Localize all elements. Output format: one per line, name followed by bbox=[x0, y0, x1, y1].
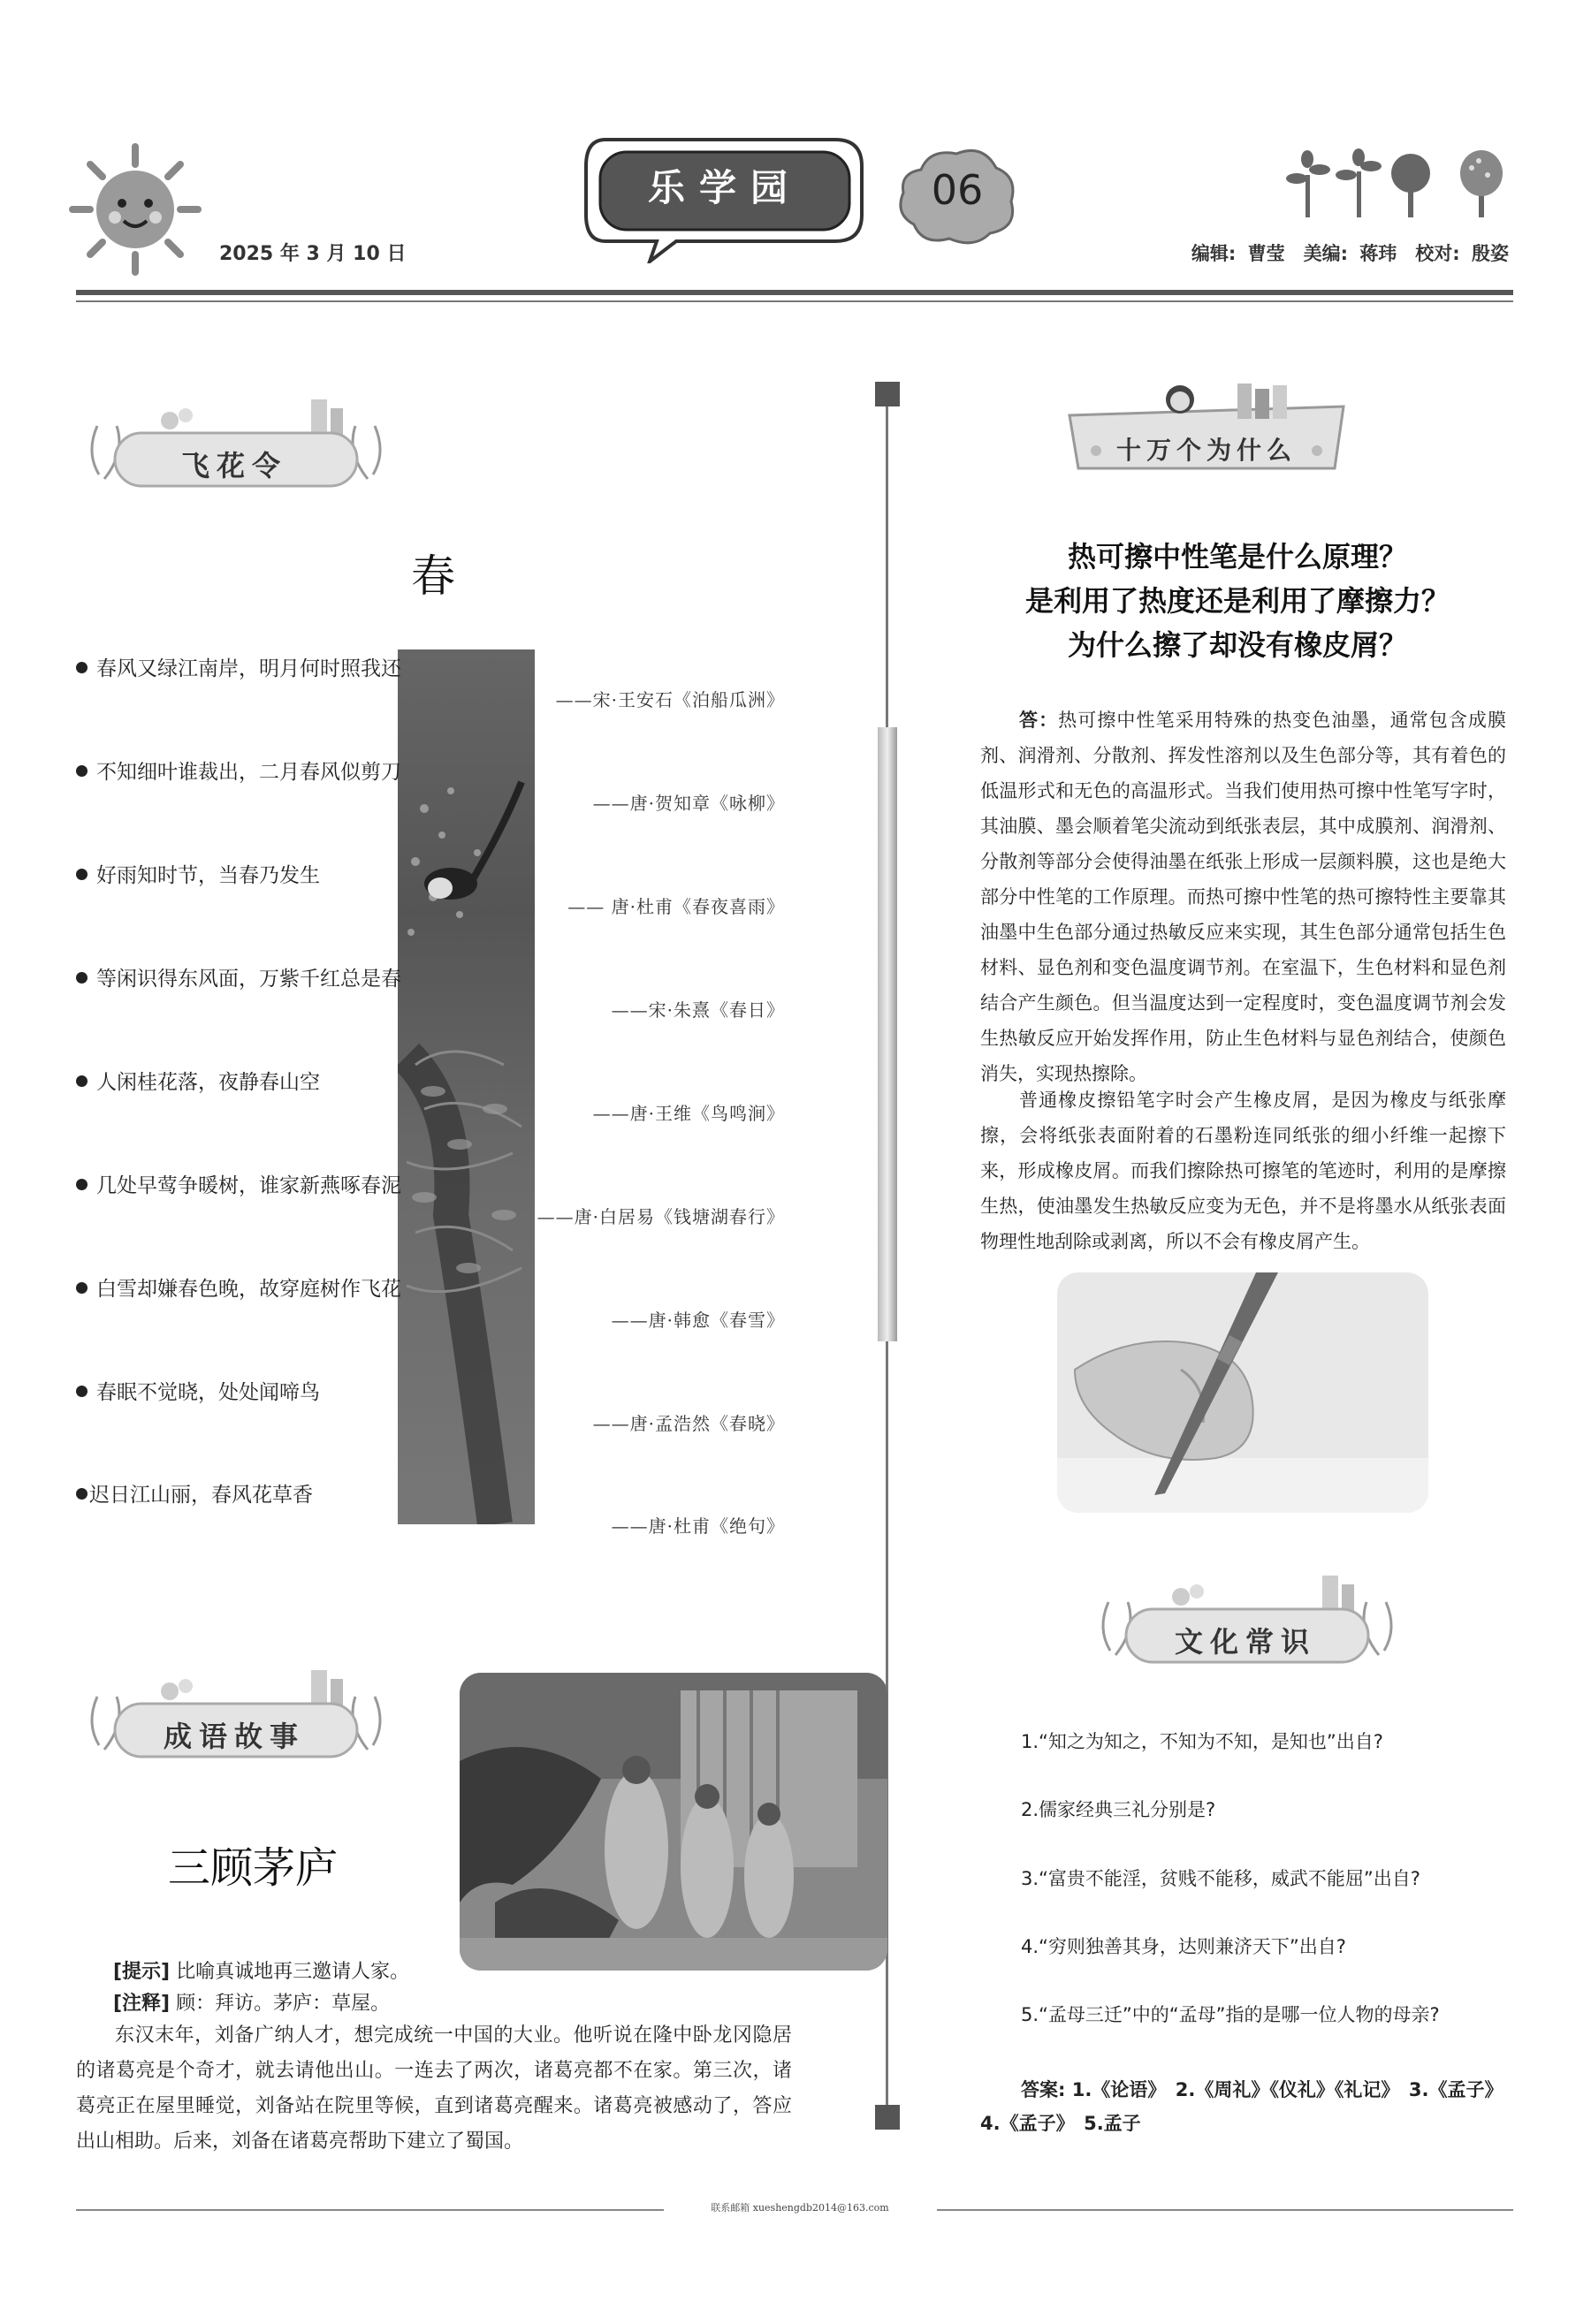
bullet-dot-icon bbox=[76, 972, 88, 984]
answer-label: 答： bbox=[1019, 710, 1059, 731]
why-answer-paragraph-2: 普通橡皮擦铅笔字时会产生橡皮屑，是因为橡皮与纸张摩擦，会将纸张表面附着的石墨粉连同纸张的细小纤维一起擦下来，形成橡皮屑。而我们擦除热可擦笔的笔迹时，利用的是摩擦生热，使油墨发生热敏反应变为无色，并不是将墨水从纸张表面物理性地刮除或剥离，所以不会有橡皮屑产生。 bbox=[980, 1090, 1506, 1252]
divider-gradient-bar bbox=[878, 727, 897, 1341]
three-visits-illustration bbox=[460, 1673, 887, 1971]
poem-text: 春眠不觉晓，处处闻啼鸟 bbox=[96, 1381, 320, 1404]
magpie-plum-painting bbox=[398, 649, 535, 1524]
bullet-dot-icon bbox=[76, 662, 88, 673]
idiom-title: 三顾茅庐 bbox=[168, 1843, 339, 1893]
poem-source: ——唐·白居易《钱塘湖春行》 bbox=[537, 1206, 785, 1227]
bullet-dot-icon bbox=[76, 1386, 88, 1397]
poem-text: 春风又绿江南岸，明月何时照我还 bbox=[96, 657, 401, 680]
issue-date: 2025 年 3 月 10 日 bbox=[219, 243, 407, 265]
bullet-dot-icon bbox=[76, 1488, 88, 1500]
poem-text: 不知细叶谁裁出，二月春风似剪刀 bbox=[96, 761, 401, 784]
tip-text: 比喻真诚地再三邀请人家。 bbox=[176, 1961, 410, 1983]
sun-mascot-icon bbox=[69, 143, 202, 276]
feihua-banner-label: 飞花令 bbox=[180, 449, 287, 482]
poem-source: ——唐·孟浩然《春晓》 bbox=[592, 1413, 785, 1434]
answer-text: 热可擦中性笔采用特殊的热变色油墨，通常包含成膜剂、润滑剂、分散剂、挥发性溶剂以及生色部分等，其有着色的低温形式和无色的高温形式。当我们使用热可擦中性笔写字时，其油膜、墨会顺着笔尖流动到纸张表层，其中成膜剂、润滑剂、分散剂等部分会使得油墨在纸张上形成一层颜料膜，这也是绝大部分中性笔的工作原理。而热可擦中性笔的热可擦特性主要靠其油墨中生色部分通过热敏反应来实现，其生色部分通常包括生色材料、显色剂和变色温度调节剂。在室温下，生色材料和显色剂结合产生颜色。但当温度达到一定程度时，变色温度调节剂会发生热敏反应开始发挥作用，防止生色材料与显色剂结合，使颜色消失，实现热擦除。 bbox=[980, 710, 1507, 1084]
divider-square-top bbox=[875, 382, 900, 406]
culture-question: 5.“孟母三迁”中的“孟母”指的是哪一位人物的母亲? bbox=[1021, 2004, 1440, 2025]
poem-line bbox=[76, 1169, 401, 1198]
poem-source: ——唐·杜甫《绝句》 bbox=[611, 1515, 785, 1537]
note-text: 顾：拜访。茅庐：草屋。 bbox=[176, 1993, 391, 2015]
footer-rule-right bbox=[937, 2209, 1513, 2211]
bullet-dot-icon bbox=[76, 869, 88, 880]
poem-line bbox=[76, 1376, 320, 1405]
poem-source: ——唐·韩愈《春雪》 bbox=[611, 1310, 785, 1331]
footer-rule-left bbox=[76, 2209, 664, 2211]
header-rule-thin bbox=[76, 300, 1513, 302]
footer-contact: 联系邮箱 xueshengdb2014@163.com bbox=[711, 2202, 889, 2214]
trees-decoration-icon bbox=[1286, 148, 1518, 219]
poem-source: ——唐·王维《鸟鸣涧》 bbox=[592, 1103, 785, 1124]
culture-answer-line: 4.《孟子》 5.孟子 bbox=[980, 2113, 1141, 2134]
poem-line bbox=[76, 756, 401, 785]
why-banner-label: 十万个为什么 bbox=[1115, 436, 1297, 465]
culture-banner-label: 文化常识 bbox=[1174, 1625, 1316, 1659]
feihua-theme-title: 春 bbox=[411, 551, 455, 602]
bullet-dot-icon bbox=[76, 1282, 88, 1294]
culture-question: 4.“穷则独善其身，达则兼济天下”出自? bbox=[1021, 1936, 1346, 1957]
idiom-banner-label: 成语故事 bbox=[163, 1720, 305, 1753]
bullet-dot-icon bbox=[76, 1179, 88, 1190]
poem-text: 好雨知时节，当春乃发生 bbox=[96, 864, 320, 887]
editor-credits: 编辑: 曹莹 美编: 蒋玮 校对: 殷姿 bbox=[1191, 243, 1509, 264]
poem-line bbox=[76, 1066, 320, 1095]
culture-question: 2.儒家经典三礼分别是? bbox=[1021, 1799, 1216, 1820]
note-label: [注释] bbox=[113, 1993, 171, 2015]
why-question-line: 是利用了热度还是利用了摩擦力？ bbox=[1024, 584, 1450, 618]
poem-line bbox=[76, 652, 401, 681]
poem-line bbox=[76, 859, 320, 888]
why-question-line: 为什么擦了却没有橡皮屑？ bbox=[1067, 628, 1407, 662]
poem-text: 几处早莺争暖树，谁家新燕啄春泥 bbox=[96, 1174, 401, 1197]
hand-writing-pen-photo bbox=[1057, 1272, 1428, 1513]
poem-text: 等闲识得东风面，万紫千红总是春 bbox=[96, 968, 401, 991]
poem-source: ——宋·朱熹《春日》 bbox=[611, 999, 785, 1021]
poem-line bbox=[76, 1478, 313, 1508]
idiom-story: 东汉末年，刘备广纳人才，想完成统一中国的大业。他听说在隆中卧龙冈隐居的诸葛亮是个奇才，就去请他出山。一连去了两次，诸葛亮都不在家。第三次，诸葛亮正在屋里睡觉，刘备站在院里等候，直到诸葛亮醒来。诸葛亮被感动了，答应出山相助。后来，刘备在诸葛亮帮助下建立了蜀国。 bbox=[76, 2024, 792, 2153]
culture-question: 1.“知之为知之，不知为不知，是知也”出自? bbox=[1021, 1731, 1383, 1752]
culture-answer-line: 答案: 1.《论语》 2.《周礼》《仪礼》《礼记》 3.《孟子》 bbox=[1021, 2079, 1503, 2100]
divider-square-bottom bbox=[875, 2105, 900, 2130]
poem-text: 白雪却嫌春色晚，故穿庭树作飞花 bbox=[96, 1278, 401, 1301]
poem-text: 迟日江山丽，春风花草香 bbox=[89, 1484, 313, 1507]
culture-answers bbox=[980, 2073, 1511, 2140]
poem-text: 人闲桂花落，夜静春山空 bbox=[96, 1071, 320, 1094]
bullet-dot-icon bbox=[76, 1075, 88, 1087]
poem-line bbox=[76, 962, 401, 991]
why-answer-paragraph-1 bbox=[980, 703, 1506, 1091]
page-number: 06 bbox=[931, 166, 984, 214]
poem-source: ——唐·贺知章《咏柳》 bbox=[592, 793, 785, 814]
header-rule bbox=[76, 290, 1513, 295]
masthead-title: 乐学园 bbox=[647, 166, 802, 209]
why-question-line: 热可擦中性笔是什么原理？ bbox=[1067, 540, 1407, 573]
poem-source: ——宋·王安石《泊船瓜洲》 bbox=[555, 689, 785, 710]
bullet-dot-icon bbox=[76, 765, 88, 777]
poem-source: —— 唐·杜甫《春夜喜雨》 bbox=[567, 896, 785, 917]
idiom-note bbox=[113, 1988, 390, 2016]
idiom-tip bbox=[113, 1956, 409, 1984]
tip-label: [提示] bbox=[113, 1961, 171, 1983]
poem-line bbox=[76, 1272, 401, 1302]
culture-question: 3.“富贵不能淫，贫贱不能移，威武不能屈”出自? bbox=[1021, 1868, 1420, 1889]
